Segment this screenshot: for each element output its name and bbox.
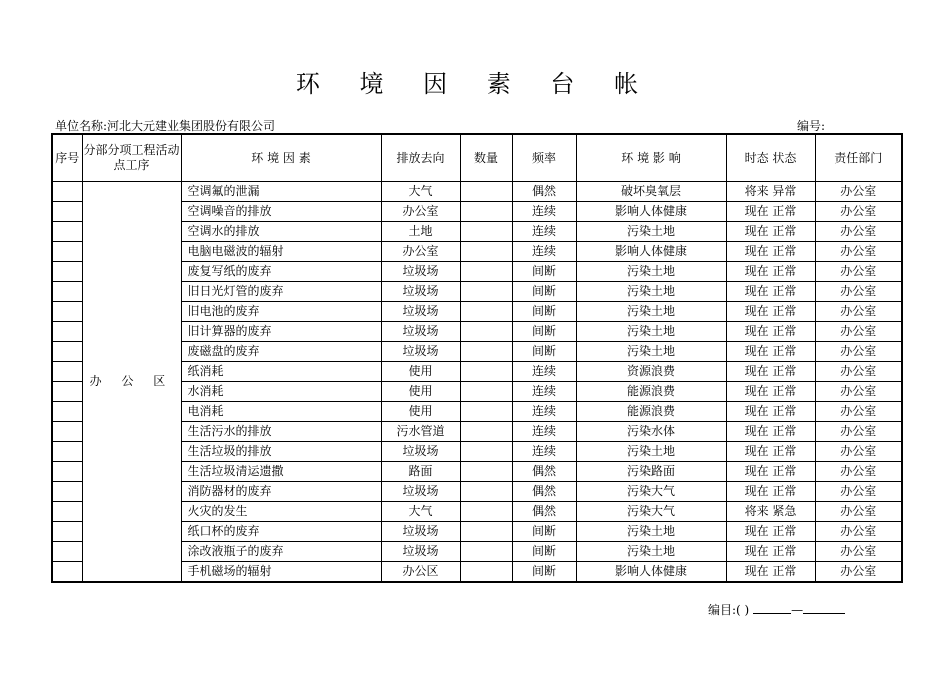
- cell-quantity: [460, 222, 512, 242]
- cell-seq: [52, 482, 82, 502]
- cell-discharge: 办公室: [381, 242, 460, 262]
- cell-impact: 资源浪费: [576, 362, 726, 382]
- cell-impact: 影响人体健康: [576, 562, 726, 583]
- col-tense-state: 时态 状态: [726, 134, 815, 182]
- cell-tense-state: 现在 正常: [726, 562, 815, 583]
- cell-seq: [52, 222, 82, 242]
- cell-tense-state: 现在 正常: [726, 262, 815, 282]
- cell-seq: [52, 302, 82, 322]
- cell-factor: 空调氟的泄漏: [181, 182, 381, 202]
- cell-dept: 办公室: [815, 402, 902, 422]
- cell-discharge: 垃圾场: [381, 342, 460, 362]
- cell-frequency: 连续: [512, 422, 576, 442]
- cell-dept: 办公室: [815, 262, 902, 282]
- cell-factor: 旧计算器的废弃: [181, 322, 381, 342]
- cell-discharge: 大气: [381, 502, 460, 522]
- cell-impact: 污染土地: [576, 442, 726, 462]
- cell-discharge: 使用: [381, 362, 460, 382]
- cell-discharge: 污水管道: [381, 422, 460, 442]
- cell-impact: 污染土地: [576, 542, 726, 562]
- cell-discharge: 垃圾场: [381, 542, 460, 562]
- cell-dept: 办公室: [815, 522, 902, 542]
- cell-dept: 办公室: [815, 222, 902, 242]
- footer-label: 编目:( ): [708, 603, 750, 617]
- footer: [708, 601, 845, 618]
- cell-dept: 办公室: [815, 342, 902, 362]
- cell-impact: 污染大气: [576, 482, 726, 502]
- cell-frequency: 连续: [512, 222, 576, 242]
- cell-factor: 水消耗: [181, 382, 381, 402]
- cell-frequency: 间断: [512, 542, 576, 562]
- cell-quantity: [460, 422, 512, 442]
- cell-dept: 办公室: [815, 302, 902, 322]
- cell-factor: 电消耗: [181, 402, 381, 422]
- cell-tense-state: 现在 正常: [726, 462, 815, 482]
- code-label: 编号:: [797, 119, 826, 133]
- cell-factor: 空调水的排放: [181, 222, 381, 242]
- cell-tense-state: 现在 正常: [726, 382, 815, 402]
- col-frequency: 频率: [512, 134, 576, 182]
- cell-seq: [52, 202, 82, 222]
- cell-dept: 办公室: [815, 382, 902, 402]
- cell-tense-state: 现在 正常: [726, 222, 815, 242]
- cell-tense-state: 现在 正常: [726, 422, 815, 442]
- cell-seq: [52, 522, 82, 542]
- cell-discharge: 办公室: [381, 202, 460, 222]
- cell-impact: 影响人体健康: [576, 202, 726, 222]
- cell-factor: 废复写纸的废弃: [181, 262, 381, 282]
- cell-factor: 生活污水的排放: [181, 422, 381, 442]
- cell-seq: [52, 422, 82, 442]
- cell-quantity: [460, 482, 512, 502]
- cell-discharge: 垃圾场: [381, 322, 460, 342]
- cell-dept: 办公室: [815, 442, 902, 462]
- cell-activity-area: 办 公 区: [82, 182, 181, 583]
- cell-quantity: [460, 262, 512, 282]
- cell-discharge: 使用: [381, 382, 460, 402]
- cell-seq: [52, 562, 82, 583]
- cell-discharge: 土地: [381, 222, 460, 242]
- cell-discharge: 垃圾场: [381, 302, 460, 322]
- cell-quantity: [460, 562, 512, 583]
- table-row: [52, 182, 902, 202]
- cell-tense-state: 现在 正常: [726, 322, 815, 342]
- cell-seq: [52, 462, 82, 482]
- cell-impact: 污染路面: [576, 462, 726, 482]
- cell-tense-state: 将来 异常: [726, 182, 815, 202]
- cell-dept: 办公室: [815, 562, 902, 583]
- cell-discharge: 垃圾场: [381, 522, 460, 542]
- cell-frequency: 间断: [512, 262, 576, 282]
- cell-dept: 办公室: [815, 482, 902, 502]
- cell-quantity: [460, 382, 512, 402]
- cell-quantity: [460, 522, 512, 542]
- cell-factor: 生活垃圾的排放: [181, 442, 381, 462]
- cell-discharge: 垃圾场: [381, 482, 460, 502]
- cell-tense-state: 现在 正常: [726, 362, 815, 382]
- cell-tense-state: 现在 正常: [726, 282, 815, 302]
- cell-discharge: 办公区: [381, 562, 460, 583]
- cell-frequency: 偶然: [512, 502, 576, 522]
- cell-factor: 旧日光灯管的废弃: [181, 282, 381, 302]
- col-quantity: 数量: [460, 134, 512, 182]
- cell-seq: [52, 262, 82, 282]
- cell-discharge: 垃圾场: [381, 282, 460, 302]
- cell-frequency: 偶然: [512, 182, 576, 202]
- document-title: 环 境 因 素 台 帐: [295, 70, 655, 98]
- environmental-factor-table: [51, 133, 903, 583]
- cell-impact: 污染土地: [576, 342, 726, 362]
- cell-frequency: 连续: [512, 382, 576, 402]
- col-seq: 序号: [52, 134, 82, 182]
- cell-frequency: 间断: [512, 562, 576, 583]
- footer-blank-2: [803, 601, 845, 614]
- table-header-row: [52, 134, 902, 182]
- cell-impact: 污染土地: [576, 282, 726, 302]
- cell-factor: 手机磁场的辐射: [181, 562, 381, 583]
- cell-frequency: 间断: [512, 322, 576, 342]
- cell-quantity: [460, 362, 512, 382]
- cell-tense-state: 现在 正常: [726, 302, 815, 322]
- cell-quantity: [460, 322, 512, 342]
- cell-seq: [52, 542, 82, 562]
- cell-frequency: 偶然: [512, 482, 576, 502]
- cell-seq: [52, 362, 82, 382]
- col-discharge: 排放去向: [381, 134, 460, 182]
- cell-tense-state: 现在 正常: [726, 482, 815, 502]
- cell-tense-state: 现在 正常: [726, 402, 815, 422]
- cell-frequency: 连续: [512, 442, 576, 462]
- cell-seq: [52, 382, 82, 402]
- cell-seq: [52, 282, 82, 302]
- cell-tense-state: 现在 正常: [726, 522, 815, 542]
- cell-quantity: [460, 242, 512, 262]
- cell-tense-state: 将来 紧急: [726, 502, 815, 522]
- col-factor: 环 境 因 素: [181, 134, 381, 182]
- cell-impact: 能源浪费: [576, 402, 726, 422]
- cell-quantity: [460, 282, 512, 302]
- cell-impact: 污染土地: [576, 302, 726, 322]
- cell-factor: 火灾的发生: [181, 502, 381, 522]
- cell-frequency: 间断: [512, 282, 576, 302]
- col-impact: 环 境 影 响: [576, 134, 726, 182]
- cell-factor: 电脑电磁波的辐射: [181, 242, 381, 262]
- cell-frequency: 间断: [512, 342, 576, 362]
- cell-seq: [52, 182, 82, 202]
- cell-factor: 旧电池的废弃: [181, 302, 381, 322]
- cell-quantity: [460, 302, 512, 322]
- cell-frequency: 间断: [512, 302, 576, 322]
- cell-quantity: [460, 462, 512, 482]
- cell-dept: 办公室: [815, 462, 902, 482]
- cell-seq: [52, 402, 82, 422]
- cell-dept: 办公室: [815, 422, 902, 442]
- cell-tense-state: 现在 正常: [726, 442, 815, 462]
- footer-blank-1: [753, 601, 791, 614]
- cell-dept: 办公室: [815, 542, 902, 562]
- cell-discharge: 路面: [381, 462, 460, 482]
- cell-dept: 办公室: [815, 362, 902, 382]
- cell-impact: 能源浪费: [576, 382, 726, 402]
- unit-name: 单位名称:河北大元建业集团股份有限公司: [55, 119, 276, 133]
- cell-dept: 办公室: [815, 182, 902, 202]
- footer-dash: —: [791, 603, 804, 617]
- cell-impact: 污染土地: [576, 262, 726, 282]
- cell-impact: 影响人体健康: [576, 242, 726, 262]
- cell-frequency: 间断: [512, 522, 576, 542]
- cell-dept: 办公室: [815, 202, 902, 222]
- cell-quantity: [460, 442, 512, 462]
- cell-tense-state: 现在 正常: [726, 242, 815, 262]
- cell-quantity: [460, 182, 512, 202]
- cell-impact: 污染大气: [576, 502, 726, 522]
- table-body: [52, 182, 902, 583]
- cell-dept: 办公室: [815, 242, 902, 262]
- cell-frequency: 偶然: [512, 462, 576, 482]
- cell-frequency: 连续: [512, 202, 576, 222]
- cell-dept: 办公室: [815, 322, 902, 342]
- cell-seq: [52, 342, 82, 362]
- col-dept: 责任部门: [815, 134, 902, 182]
- cell-seq: [52, 242, 82, 262]
- cell-factor: 涂改液瓶子的废弃: [181, 542, 381, 562]
- cell-discharge: 垃圾场: [381, 262, 460, 282]
- cell-tense-state: 现在 正常: [726, 342, 815, 362]
- cell-frequency: 连续: [512, 402, 576, 422]
- cell-discharge: 使用: [381, 402, 460, 422]
- cell-frequency: 连续: [512, 362, 576, 382]
- cell-seq: [52, 322, 82, 342]
- cell-factor: 纸口杯的废弃: [181, 522, 381, 542]
- cell-tense-state: 现在 正常: [726, 202, 815, 222]
- cell-seq: [52, 502, 82, 522]
- cell-dept: 办公室: [815, 502, 902, 522]
- cell-frequency: 连续: [512, 242, 576, 262]
- cell-quantity: [460, 342, 512, 362]
- cell-discharge: 大气: [381, 182, 460, 202]
- cell-factor: 消防器材的废弃: [181, 482, 381, 502]
- cell-quantity: [460, 202, 512, 222]
- cell-factor: 空调噪音的排放: [181, 202, 381, 222]
- cell-impact: 污染土地: [576, 222, 726, 242]
- cell-dept: 办公室: [815, 282, 902, 302]
- cell-factor: 废磁盘的废弃: [181, 342, 381, 362]
- cell-tense-state: 现在 正常: [726, 542, 815, 562]
- cell-discharge: 垃圾场: [381, 442, 460, 462]
- cell-quantity: [460, 402, 512, 422]
- cell-factor: 纸消耗: [181, 362, 381, 382]
- cell-impact: 污染水体: [576, 422, 726, 442]
- cell-impact: 破坏臭氧层: [576, 182, 726, 202]
- col-activity: 分部分项工程活动点工序: [82, 134, 181, 182]
- cell-impact: 污染土地: [576, 322, 726, 342]
- cell-quantity: [460, 542, 512, 562]
- cell-impact: 污染土地: [576, 522, 726, 542]
- cell-seq: [52, 442, 82, 462]
- cell-factor: 生活垃圾清运遗撒: [181, 462, 381, 482]
- cell-quantity: [460, 502, 512, 522]
